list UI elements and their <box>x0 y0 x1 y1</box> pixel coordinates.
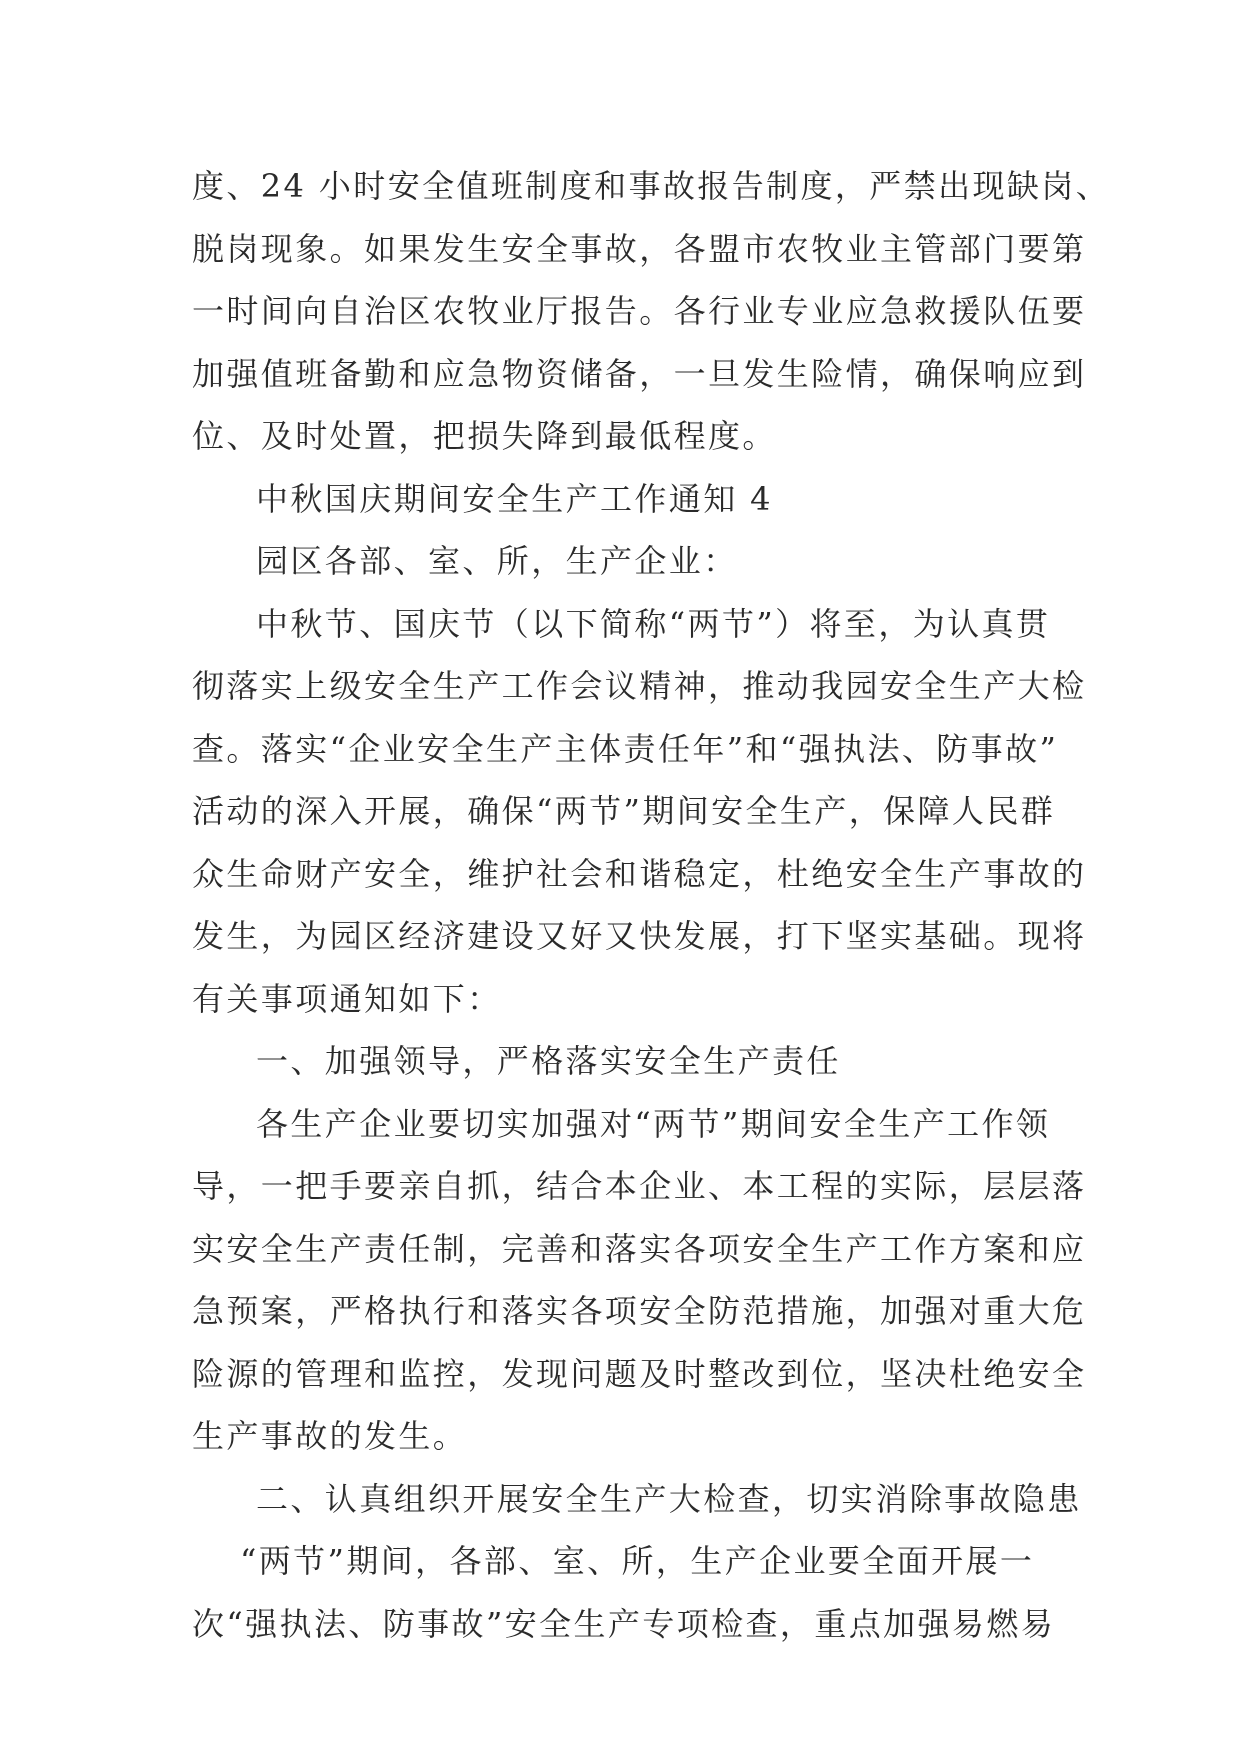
section-1-paragraph <box>192 1093 1087 1468</box>
paragraph-line: 脱岗现象。如果发生安全事故，各盟市农牧业主管部门要第 <box>192 229 1087 268</box>
paragraph-line: 生产事故的发生。 <box>192 1417 468 1455</box>
paragraph-line: 度、24 小时安全值班制度和事故报告制度，严禁出现缺岗、 <box>192 167 1111 205</box>
paragraph-line: 各生产企业要切实加强对“两节”期间安全生产工作领 <box>256 1104 1051 1143</box>
paragraph-line: 次“强执法、防事故”安全生产专项检查，重点加强易燃易 <box>192 1604 1056 1643</box>
section-heading-2: 二、认真组织开展安全生产大检查，切实消除事故隐患 <box>256 1479 1082 1518</box>
intro-paragraph <box>192 593 1087 1031</box>
section-2-paragraph <box>192 1530 1056 1655</box>
document-body <box>192 155 1111 1655</box>
paragraph-line: 彻落实上级安全生产工作会议精神，推动我园安全生产大检 <box>192 667 1087 705</box>
paragraph-line: 一时间向自治区农牧业厅报告。各行业专业应急救援队伍要 <box>192 292 1087 330</box>
paragraph-line: 中秋节、国庆节（以下简称“两节”）将至，为认真贯 <box>256 604 1051 643</box>
paragraph-line: 实安全生产责任制，完善和落实各项安全生产工作方案和应 <box>192 1229 1087 1268</box>
paragraph-line: 众生命财产安全，维护社会和谐稳定，杜绝安全生产事故的 <box>192 854 1087 893</box>
paragraph-line: 加强值班备勤和应急物资储备，一旦发生险情，确保响应到 <box>192 354 1087 393</box>
document-title: 中秋国庆期间安全生产工作通知 4 <box>256 479 773 518</box>
paragraph-line: 险源的管理和监控，发现问题及时整改到位，坚决杜绝安全 <box>192 1354 1087 1393</box>
paragraph-line: 发生，为园区经济建设又好又快发展，打下坚实基础。现将 <box>192 917 1087 955</box>
paragraph-line: 有关事项通知如下： <box>192 979 502 1018</box>
paragraph-line: 位、及时处置，把损失降到最低程度。 <box>192 417 777 455</box>
paragraph-line: 查。落实“企业安全生产主体责任年”和“强执法、防事故” <box>192 729 1059 768</box>
continuation-paragraph <box>192 155 1111 468</box>
paragraph-line: 急预案，严格执行和落实各项安全防范措施，加强对重大危 <box>192 1292 1087 1330</box>
section-heading-1: 一、加强领导，严格落实安全生产责任 <box>256 1042 841 1080</box>
paragraph-line: 活动的深入开展，确保“两节”期间安全生产，保障人民群 <box>192 792 1056 830</box>
salutation: 园区各部、室、所，生产企业： <box>256 542 738 580</box>
paragraph-line: “两节”期间，各部、室、所，生产企业要全面开展一 <box>240 1542 1035 1580</box>
paragraph-line: 导，一把手要亲自抓，结合本企业、本工程的实际，层层落 <box>192 1167 1087 1205</box>
